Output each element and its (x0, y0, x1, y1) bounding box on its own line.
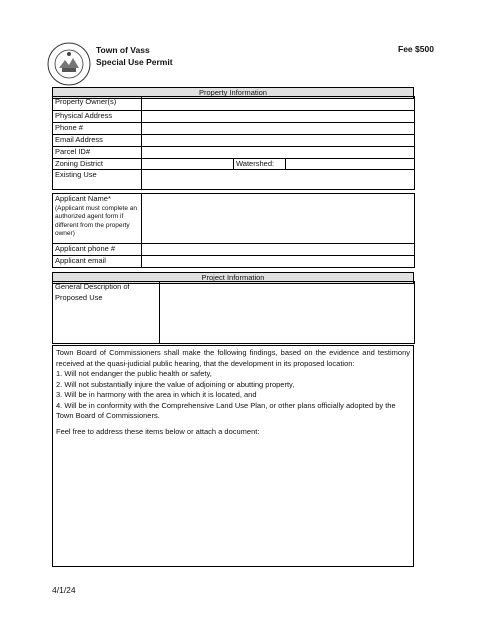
watershed-field[interactable] (286, 158, 415, 170)
applicant-name-note: (Applicant must complete an authorized agent form if different from the property owner) (55, 204, 138, 237)
physical-address-field[interactable] (142, 111, 415, 123)
applicant-phone-field[interactable] (142, 244, 415, 256)
description-field[interactable] (160, 282, 415, 344)
applicant-table (52, 193, 415, 268)
existing-use-field[interactable] (142, 170, 415, 190)
applicant-email-label: Applicant email (53, 256, 142, 268)
finding-item: 4. Will be in conformity with the Comprehensive Land Use Plan, or other plans officially adopted by the Town Board of Commissioners. (56, 400, 396, 420)
applicant-phone-label: Applicant phone # (53, 244, 142, 256)
physical-address-label: Physical Address (53, 111, 142, 123)
email-field[interactable] (142, 135, 415, 147)
property-owner-field[interactable] (142, 97, 415, 111)
property-owner-label: Property Owner(s) (53, 97, 142, 111)
applicant-name-field[interactable] (142, 194, 415, 244)
phone-label: Phone # (53, 123, 142, 135)
parcel-id-label: Parcel ID# (53, 147, 142, 159)
project-section-header: Project Information (52, 272, 414, 284)
findings-list (56, 369, 410, 422)
finding-item: 1. Will not endanger the public health or safety, (56, 369, 212, 378)
finding-item: 2. Will not substantially injure the value of adjoining or abutting property, (56, 379, 295, 389)
parcel-id-field[interactable] (142, 147, 415, 159)
description-label: General Description of Proposed Use (53, 282, 160, 344)
email-label: Email Address (53, 135, 142, 147)
address-prompt: Feel free to address these items below or attach a document: (56, 426, 260, 436)
header-title-block (96, 44, 173, 68)
town-seal-logo (47, 42, 91, 86)
finding-item: 3. Will be in harmony with the area in which it is located, and (56, 390, 257, 399)
fee-label: Fee $500 (398, 44, 434, 54)
existing-use-label: Existing Use (53, 170, 142, 190)
property-table (52, 96, 415, 190)
applicant-email-field[interactable] (142, 256, 415, 268)
findings-intro: Town Board of Commissioners shall make the following findings, based on the evidence and testimony received at the quasi-judicial public hearing, that the development in its proposed location: (56, 348, 410, 368)
permit-name: Special Use Permit (96, 57, 173, 67)
town-name: Town of Vass (96, 45, 150, 55)
project-table (52, 281, 415, 344)
zoning-district-field[interactable] (142, 158, 234, 170)
applicant-name-cell (53, 194, 142, 244)
property-section-header: Property Information (52, 87, 414, 99)
phone-field[interactable] (142, 123, 415, 135)
form-date: 4/1/24 (52, 585, 76, 595)
applicant-name-label: Applicant Name* (55, 194, 111, 203)
watershed-label: Watershed: (234, 158, 286, 170)
findings-box[interactable] (52, 345, 414, 567)
zoning-district-label: Zoning District (53, 158, 142, 170)
